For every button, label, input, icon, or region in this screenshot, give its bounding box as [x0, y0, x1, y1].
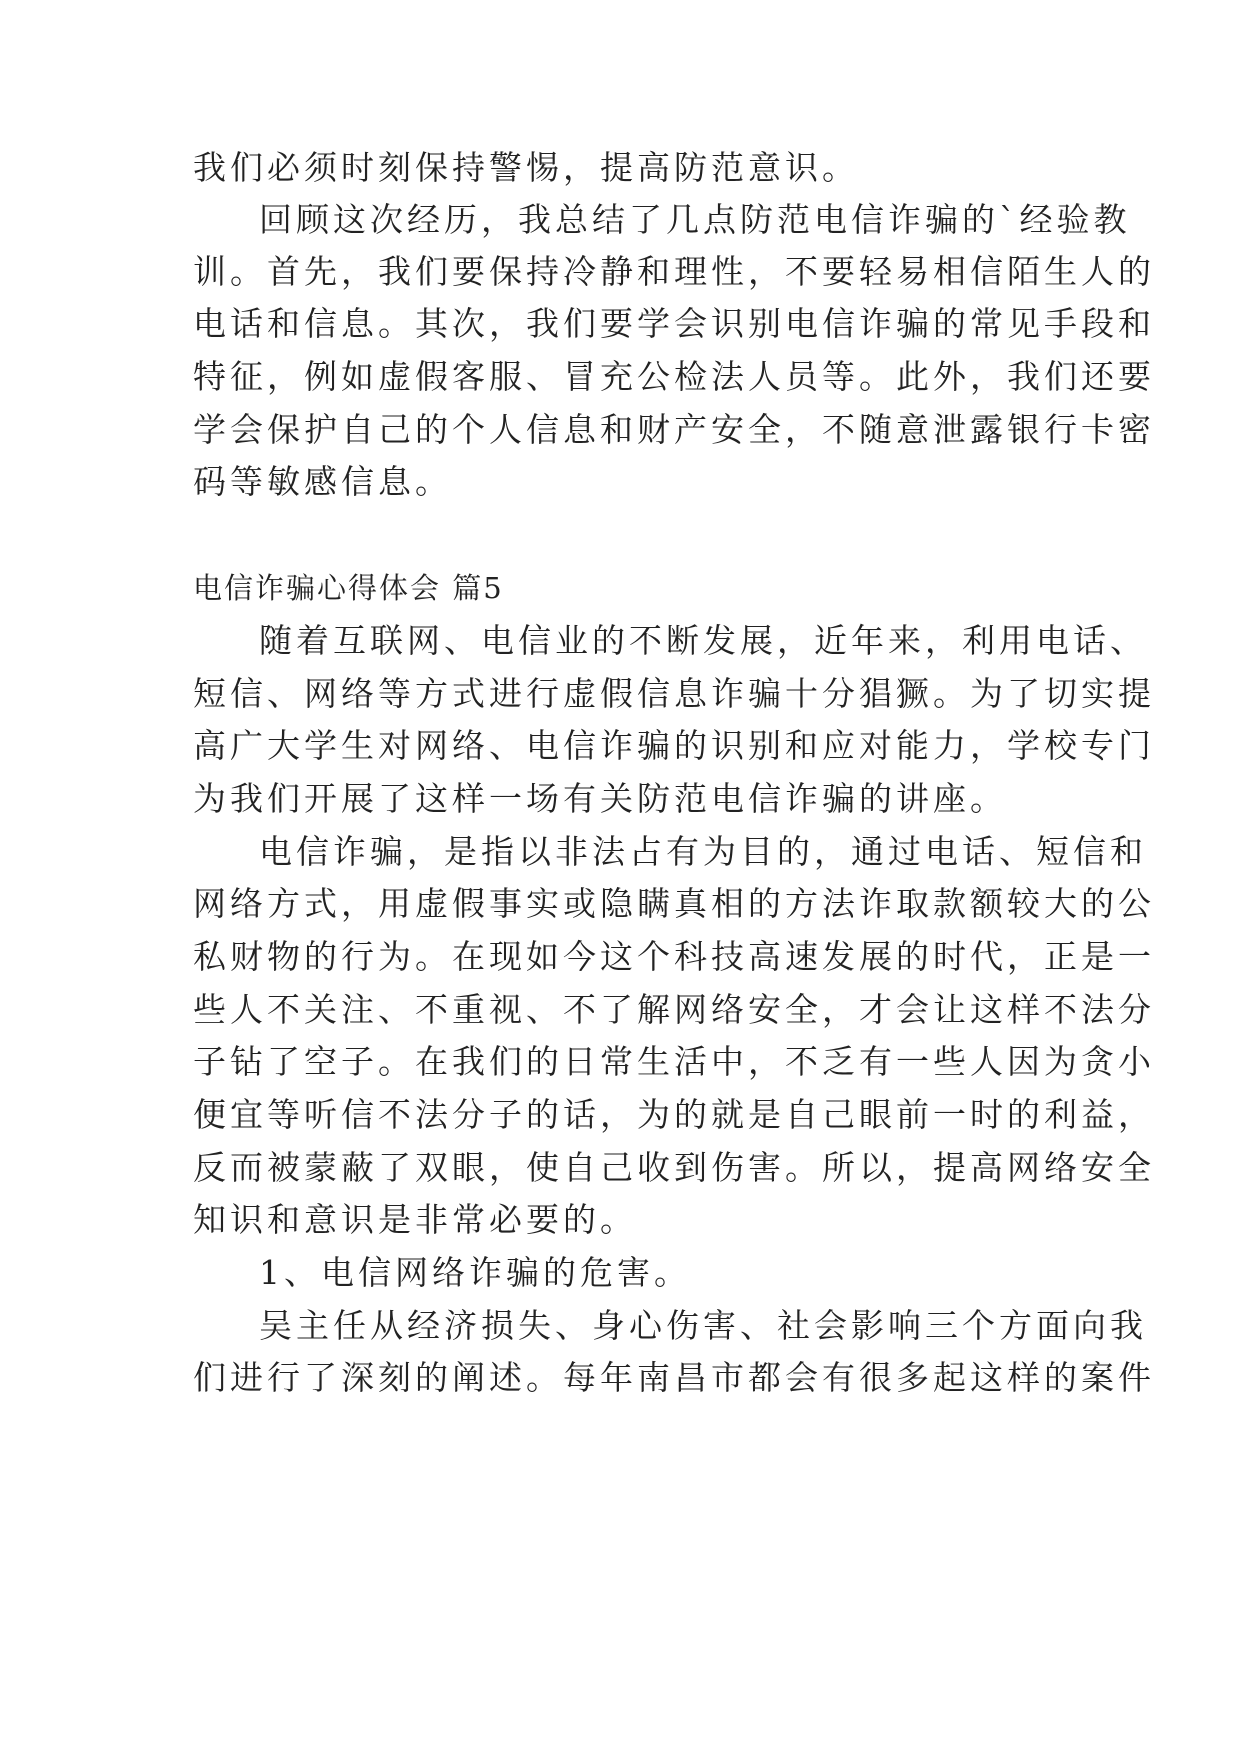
paragraph-line: 为我们开展了这样一场有关防范电信诈骗的讲座。	[193, 779, 1007, 818]
paragraph-line: 短信、网络等方式进行虚假信息诈骗十分猖獗。为了切实提	[193, 674, 1155, 713]
paragraph-line: 们进行了深刻的阐述。每年南昌市都会有很多起这样的案件	[193, 1358, 1155, 1397]
paragraph-line: 网络方式，用虚假事实或隐瞒真相的方法诈取款额较大的公	[193, 884, 1155, 923]
paragraph-line: 些人不关注、不重视、不了解网络安全，才会让这样不法分	[193, 990, 1155, 1029]
paragraph-line: 特征，例如虚假客服、冒充公检法人员等。此外，我们还要	[193, 357, 1155, 396]
paragraph-line: 反而被蒙蔽了双眼，使自己收到伤害。所以，提高网络安全	[193, 1148, 1155, 1187]
paragraph-line: 知识和意识是非常必要的。	[193, 1200, 637, 1239]
paragraph-line: 吴主任从经济损失、身心伤害、社会影响三个方面向我	[259, 1306, 1147, 1345]
paragraph-line: 随着互联网、电信业的不断发展，近年来，利用电话、	[259, 621, 1147, 660]
list-item: 1、电信网络诈骗的危害。	[259, 1253, 691, 1292]
paragraph-line: 私财物的行为。在现如今这个科技高速发展的时代，正是一	[193, 937, 1155, 976]
paragraph-line: 子钻了空子。在我们的日常生活中，不乏有一些人因为贪小	[193, 1042, 1155, 1081]
paragraph-line: 高广大学生对网络、电信诈骗的识别和应对能力，学校专门	[193, 726, 1155, 765]
paragraph-line: 电信诈骗，是指以非法占有为目的，通过电话、短信和	[259, 832, 1147, 871]
paragraph-line: 便宜等听信不法分子的话，为的就是自己眼前一时的利益，	[193, 1095, 1155, 1134]
paragraph-line: 码等敏感信息。	[193, 462, 452, 501]
paragraph-line: 我们必须时刻保持警惕，提高防范意识。	[193, 148, 859, 187]
paragraph-line: 电话和信息。其次，我们要学会识别电信诈骗的常见手段和	[193, 304, 1155, 343]
paragraph-line: 训。首先，我们要保持冷静和理性，不要轻易相信陌生人的	[193, 252, 1155, 291]
section-heading: 电信诈骗心得体会 篇5	[193, 571, 504, 605]
paragraph-line: 回顾这次经历，我总结了几点防范电信诈骗的`经验教	[259, 200, 1131, 239]
paragraph-line: 学会保护自己的个人信息和财产安全，不随意泄露银行卡密	[193, 410, 1155, 449]
